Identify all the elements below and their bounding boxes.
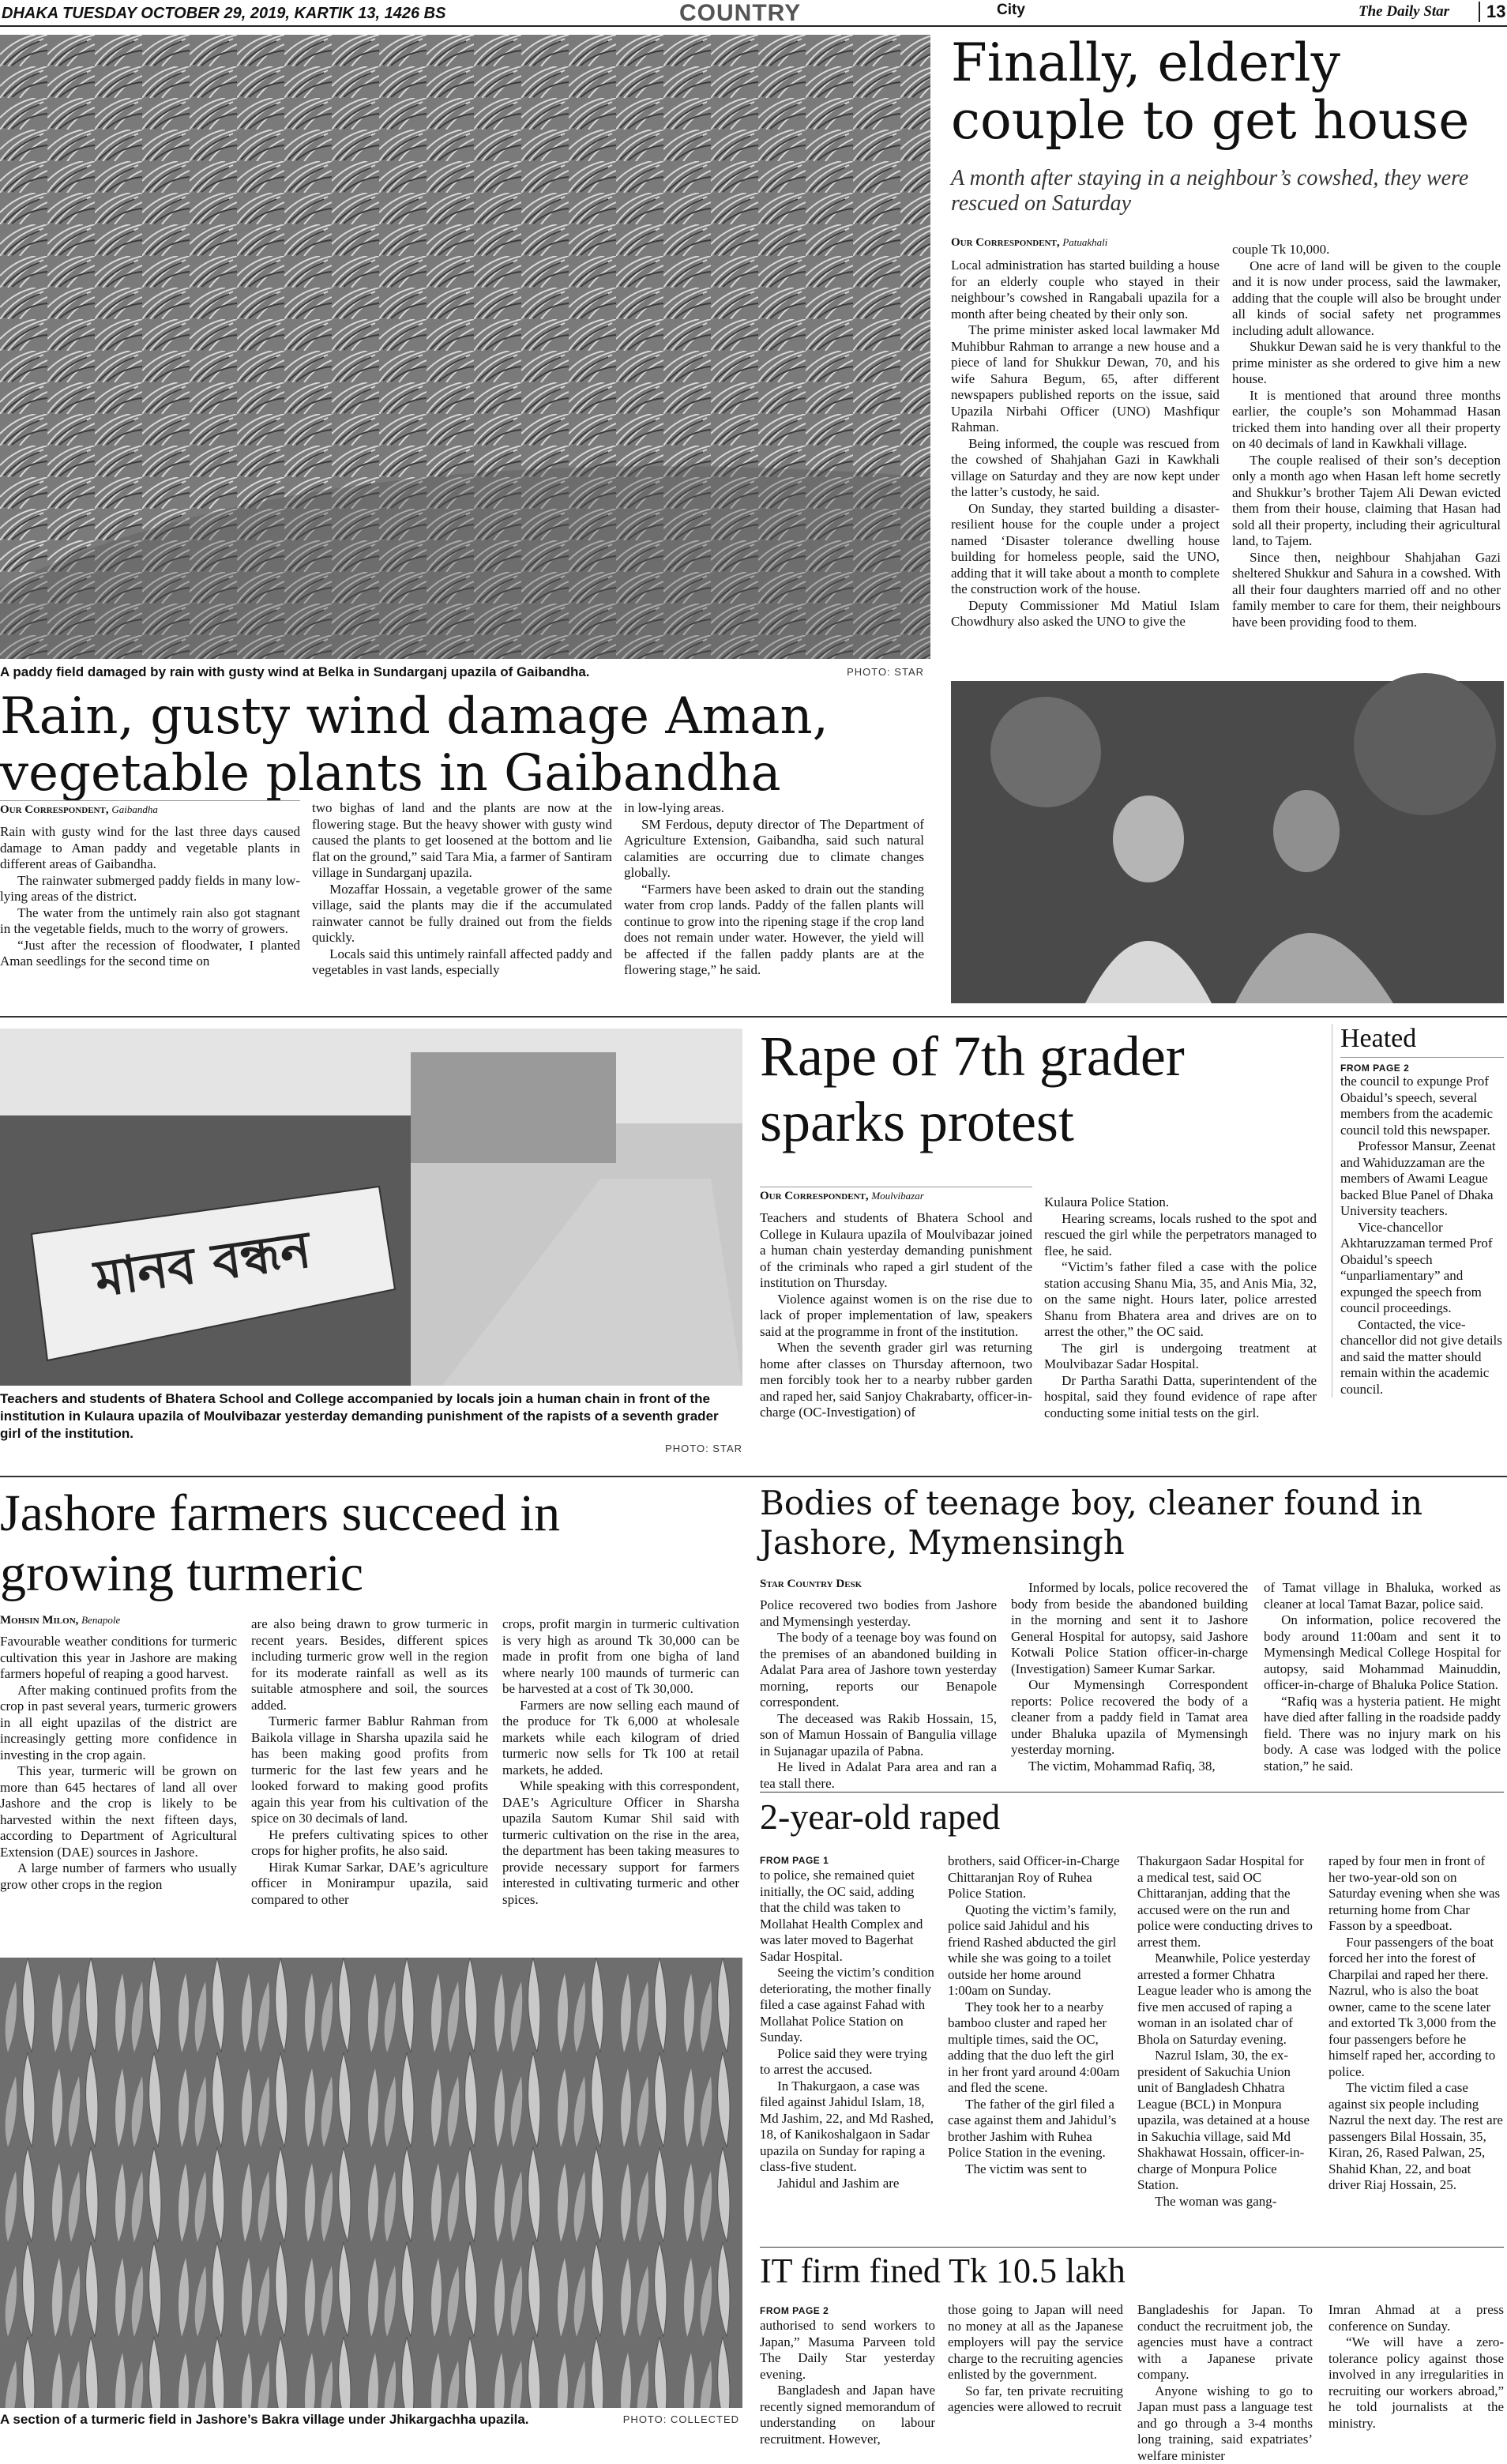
couple-photo-icon [951,681,1504,1003]
paragraph: He prefers cultivating spices to other crops for higher profits, he also said. [251,1827,488,1860]
paragraph: They took her to a nearby bamboo cluster and raped her multiple times, said the OC, adding that the duo left the girl in her front yard around 4:00am and fled the scene. [948,1999,1123,2097]
paragraph: two bighas of land and the plants are now at the flowering stage. But the heavy shower with gusty wind caused the plants to get loosened at the bottom and lie flat on the ground,” said Tara Mia, a farmer of Santiram village in Sundarganj upazila. [312,800,612,882]
paragraph: The woman was gang- [1137,2194,1313,2210]
paragraph: Local administration has started building a house for an elderly couple who stayed in their neighbour’s cowshed in Rangabali upazila for a month after being cheated by their only son. [951,258,1220,322]
paragraph: the council to expunge Prof Obaidul’s speech, several members from the academic council told this newspaper. [1340,1074,1504,1138]
paragraph: In Thakurgaon, a case was filed against Jahidul Islam, 18, Md Jashim, 22, and Md Rashed, 18, of Kanikoshalgaon in Sadar upazila on Sunday for raping a class-five student. [760,2078,935,2176]
paragraph: Meanwhile, Police yesterday arrested a former Chhatra League leader who is among the five men accused of raping a woman in an isolated char of Bhola on Saturday evening. [1137,1951,1313,2048]
paragraph: Kulaura Police Station. [1044,1194,1317,1211]
article-column-3 [502,1616,739,1908]
divider [760,1792,1504,1793]
byline-name: Our Correspondent, [951,236,1060,249]
paragraph: Shukkur Dewan said he is very thankful to the prime minister as she ordered to give him a new house. [1232,339,1501,388]
paragraph: Bangladesh and Japan have recently signed memorandum of understanding on labour recruitment. However, [760,2383,935,2447]
paragraph: Turmeric farmer Bablur Rahman from Baikola village in Sharsha upazila said he has been making good profits from turmeric for the last few years and he looked forward to making good profits again this year from his cultivation of the spice on 30 decimals of land. [251,1714,488,1827]
paragraph: raped by four men in front of her two-year-old son on Saturday evening when she was returning home from Char Fasson by a speedboat. [1328,1853,1504,1935]
byline-place: Patuakhali [1062,236,1107,248]
paragraph: authorised to send workers to Japan,” Masuma Parveen told The Daily Star yesterday evening. [760,2318,935,2383]
byline [0,1612,237,1627]
byline-name: Our Correspondent, [0,803,109,816]
article-column-4 [1328,1853,1504,2194]
masthead-date: DHAKA TUESDAY OCTOBER 29, 2019, KARTIK 13, 1426 BS [2,5,445,23]
paragraph: SM Ferdous, deputy director of The Department of Agriculture Extension, Gaibandha, said such natural calamities are occurring due to climate changes globally. [624,817,924,882]
paragraph: Police recovered two bodies from Jashore and Mymensingh yesterday. [760,1597,997,1630]
paragraph: On information, police recovered the body around 11:00am and sent it to Mymensingh Medical College Hospital for autopsy, said Mohammad Mainuddin, officer-in-charge of Bhaluka Police Station. [1264,1612,1501,1694]
subheadline: A month after staying in a neighbour’s cowshed, they were rescued on Saturday [951,166,1504,216]
byline-place: Benapole [81,1614,120,1626]
article-column-3 [1137,1853,1313,2210]
paragraph: in low-lying areas. [624,800,924,817]
paragraph: “Rafiq was a hysteria patient. He might have died after falling in the roadside paddy field. There was no injury mark on his body. A case was lodged with the police station,” he said. [1264,1694,1501,1775]
paddy-field-photo [0,35,930,659]
byline-name: Star Country Desk [760,1578,862,1590]
paragraph: Mozaffar Hossain, a vegetable grower of the same village, said the plants may die if the accumulated rainwater cannot be fully drained out from the fields quickly. [312,882,612,946]
paragraph: Vice-chancellor Akhtaruzzaman termed Prof Obaidul’s speech “unparliamentary” and expunged the speech from council proceedings. [1340,1220,1504,1317]
paragraph: The father of the girl filed a case against them and Jahidul’s brother Jashim with Ruhea Police Station in the evening. [948,2097,1123,2161]
photo-credit: PHOTO: COLLECTED [600,2413,739,2425]
article-column-2 [251,1616,488,1908]
masthead [0,0,1507,27]
article-column-3 [1264,1580,1501,1774]
paragraph: Favourable weather conditions for turmeric cultivation this year in Jashore are making farmers hopeful of reaping a good harvest. [0,1634,237,1683]
article-column-2 [1011,1580,1248,1774]
headline: 2-year-old raped [760,1796,1471,1838]
paragraph: Imran Ahmad at a press conference on Sunday. [1328,2302,1504,2334]
paragraph: The girl is undergoing treatment at Moulvibazar Sadar Hospital. [1044,1341,1317,1373]
headline: Rape of 7th grader sparks protest [760,1024,1313,1155]
paragraph: Dr Partha Sarathi Datta, superintendent of the hospital, said they found evidence of rape after conducting some initial tests on the girl. [1044,1373,1317,1422]
paragraph: When the seventh grader girl was returning home after classes on Thursday afternoon, two men forcibly took her to a nearby rubber garden and raped her, said Sanjoy Chakrabarty, officer-in-charge (OC-Investigation) of [760,1340,1032,1421]
paragraph: The victim was sent to [948,2161,1123,2178]
paragraph: “We will have a zero-tolerance policy against those involved in any irregularities in recruiting our workers abroad,” he told journalists at the ministry. [1328,2334,1504,2432]
protest-photo-icon [0,1029,742,1386]
article-column-2 [1044,1194,1317,1421]
divider [760,2247,1504,2248]
from-page-label: FROM PAGE 2 [760,2305,829,2316]
paragraph: Thakurgaon Sadar Hospital for a medical test, said OC Chittaranjan, adding that the accused were on the run and police were conducting drives to arrest them. [1137,1853,1313,1951]
article-column-4 [1328,2302,1504,2432]
turmeric-field-photo [0,1958,742,2408]
paragraph: Rain with gusty wind for the last three days caused damage to Aman paddy and vegetable plants in different areas of Gaibandha. [0,824,300,873]
from-page-label: FROM PAGE 2 [1340,1063,1504,1074]
paragraph: Being informed, the couple was rescued from the cowshed of Shahjahan Gazi in Kawkhali village on Saturday and they are now kept under the latter’s custody, he said. [951,436,1220,501]
paragraph: to police, she remained quiet initially, the OC said, adding that the child was taken to Mollahat Health Complex and was later moved to Bagerhat Sadar Hospital. [760,1868,935,1965]
headline: Bodies of teenage boy, cleaner found in Jashore, Mymensingh [760,1484,1502,1563]
headline: Finally, elderly couple to get house [951,35,1504,149]
grass-pattern-icon [0,35,930,659]
from-page-label: FROM PAGE 1 [760,1855,829,1866]
paragraph: Seeing the victim’s condition deteriorating, the mother finally filed a case against Fahad with Mollahat Police Station on Sunday. [760,1965,935,2046]
paragraph: The deceased was Rakib Hossain, 15, son of Mamun Hossain of Bangulia village in Sujanagar upazila of Pabna. [760,1711,997,1760]
paragraph: The body of a teenage boy was found on the premises of an abandoned building in Adalat Para area of Jashore town yesterday morning, reports our Benapole correspondent. [760,1630,997,1711]
paragraph: Deputy Commissioner Md Matiul Islam Chowdhury also asked the UNO to give the [951,598,1220,630]
photo-caption: Teachers and students of Bhatera School and College accompanied by locals join a human chain in front of the institution in Kulaura upazila of Moulvibazar yesterday demanding punishment of the rapists of a seventh grader girl of the institution. [0,1390,742,1443]
article-column-2 [312,800,612,979]
paragraph: It is mentioned that around three months earlier, the couple’s son Mohammad Hasan tricked them into handing over all their property on 40 decimals of land in Kawkhali village. [1232,388,1501,453]
article-column-1 [0,824,300,970]
paragraph: crops, profit margin in turmeric cultivation is very high as around Tk 30,000 can be made in profit from one bigha of land where nearly 100 maunds of turmeric can be harvested at a cost of Tk 30,000. [502,1616,739,1698]
article-column-1 [0,1634,237,1893]
article-column-1 [760,1868,935,2191]
article-column-1 [951,258,1220,630]
elderly-couple-photo [951,681,1504,1003]
byline-name: Our Correspondent, [760,1190,869,1202]
byline-place: Gaibandha [111,803,158,815]
paragraph: Since then, neighbour Shahjahan Gazi sheltered Shukkur and Sahura in a cowshed. With all their four daughters married off and no other family member to care for them, their neighbours have been providing food to them. [1232,550,1501,631]
paragraph: The couple realised of their son’s deception only a month ago when Hasan left home secretly and Shukkur’s brother Tajem Ali Dewan evicted them from their house, claiming that Hasan had sold all their property, including their agricultural land, to Tajem. [1232,453,1501,550]
banner-text: মানব বন্ধন [90,1211,317,1325]
paragraph: Locals said this untimely rainfall affected paddy and vegetables in vast lands, especially [312,946,612,979]
paragraph: are also being drawn to grow turmeric in recent years. Besides, different spices including turmeric grow well in the region for its moderate rainfall as well as its suitable atmosphere and soil, the sources added. [251,1616,488,1714]
paragraph: This year, turmeric will be grown on more than 645 hectares of land all over Jashore and the crop is likely to be harvested within the next fifteen days, according to Department of Agricultural Extension (DAE) sources in Jashore. [0,1763,237,1860]
paragraph: Jahidul and Jashim are [760,2176,935,2192]
paragraph: Bangladeshis for Japan. To conduct the recruitment job, the agencies must have a contract with a Japanese private company. [1137,2302,1313,2383]
paragraph: Contacted, the vice-chancellor did not give details and said the matter should remain within the academic council. [1340,1317,1504,1398]
article-column-1 [760,1210,1032,1421]
section-name: COUNTRY [679,0,801,27]
headline: Jashore farmers succeed in growing turmeric [0,1484,742,1604]
paragraph: Hirak Kumar Sarkar, DAE’s agriculture officer in Monirampur upazila, said compared to other [251,1860,488,1909]
paragraph: While speaking with this correspondent, DAE’s Agriculture Officer in Sharsha upazila Sautom Kumar Shil said with turmeric cultivation on the rise in the area, the department has been taking measures to provide necessary support for farmers interested in cultivating turmeric and other spices. [502,1778,739,1908]
paragraph: After making continued profits from the crop in past several years, turmeric growers in all eight upazilas of the district are increasingly getting more confidence in investing in the crop again. [0,1683,237,1764]
article-column-2 [948,2302,1123,2416]
paper-name: The Daily Star [1359,3,1449,21]
byline [0,800,300,817]
paragraph: Nazrul Islam, 30, the ex-president of Sakuchia Union unit of Bangladesh Chhatra League (BCL) in Monpura upazila, was detained at a house in Sakuchia village, said Md Shakhawat Hossain, officer-in-charge of Monpura Police Station. [1137,2048,1313,2194]
divider [0,1476,1507,1477]
paragraph: Anyone wishing to go to Japan must pass a language test and go through a 3-4 months long training, said expatriates’ welfare minister [1137,2383,1313,2464]
paragraph: Teachers and students of Bhatera School and College in Kulaura upazila of Moulvibazar joined a human chain yesterday demanding punishment of the criminals who raped a girl student of the institution on Thursday. [760,1210,1032,1292]
paragraph: The water from the untimely rain also got stagnant in the vegetable fields, much to the worry of growers. [0,905,300,938]
paragraph: He lived in Adalat Para area and ran a tea stall there. [760,1759,997,1792]
article-column-1 [760,1597,997,1792]
paragraph: Police said they were trying to arrest the accused. [760,2046,935,2078]
photo-caption: A section of a turmeric field in Jashore’s Bakra village under Jhikargachha upazila. [0,2411,600,2428]
paragraph: of Tamat village in Bhaluka, worked as cleaner at local Tamat Bazar, police said. [1264,1580,1501,1612]
paragraph: Hearing screams, locals rushed to the spot and rescued the girl while the perpetrators managed to flee, he said. [1044,1211,1317,1260]
article-column-2 [1232,242,1501,630]
turmeric-leaves-icon [0,1958,742,2408]
photo-credit: PHOTO: STAR [600,1443,742,1454]
paragraph: Farmers are now selling each maund of the produce for Tk 6,000 at wholesale markets while each kilogram of dried turmeric now sells for Tk 100 at retail markets, he added. [502,1698,739,1779]
paragraph: The victim, Mohammad Rafiq, 38, [1011,1759,1248,1775]
divider [0,1016,1507,1018]
paragraph: Professor Mansur, Zeenat and Wahiduzzaman are the members of Awami League backed Blue Panel of Dhaka University teachers. [1340,1138,1504,1220]
photo-credit: PHOTO: STAR [790,666,924,678]
heated-sidebar [1332,1024,1504,1398]
headline: Heated [1340,1024,1504,1058]
paragraph: those going to Japan will need no money at all as the Japanese employers will pay the service charge to the recruiting agencies enlisted by the government. [948,2302,1123,2383]
paragraph: Violence against women is on the rise due to lack of proper implementation of law, speakers said at the programme in front of the institution. [760,1292,1032,1341]
page-number: 13 [1479,2,1505,22]
paragraph: The prime minister asked local lawmaker Md Muhibbur Rahman to arrange a new house and a piece of land for Shukkur Dewan, 70, and his wife Sahura Begum, 65, after different newspapers published reports on the issue, said Upazila Nirbahi Officer (UNO) Mashfiqur Rahman. [951,322,1220,436]
paragraph: “Just after the recession of floodwater, I planted Aman seedlings for the second time on [0,938,300,970]
paragraph: So far, ten private recruiting agencies were allowed to recruit [948,2383,1123,2416]
paragraph: On Sunday, they started building a disaster-resilient house for the couple under a project named ‘Disaster tolerance dwelling house building for homeless people, said the UNO, adding that it will take about a month to complete the construction work of the house. [951,501,1220,598]
paragraph: “Farmers have been asked to drain out the standing water from crop lands. Paddy of the fallen plants will continue to grow into the ripening stage if the crop land does not remain under water. However, the yield will be affected if the fallen paddy plants are at the flowering stage,” he said. [624,882,924,979]
byline [951,234,1220,250]
article-column-1 [760,2318,935,2447]
paragraph: Informed by locals, police recovered the body from beside the abandoned building in the morning and sent it to Jashore General Hospital for autopsy, said Jashore Kotwali Police Station officer-in-charge (Investigation) Sameer Kumar Sarkar. [1011,1580,1248,1677]
article-column [1340,1074,1504,1398]
article-column-3 [1137,2302,1313,2464]
byline-place: Moulvibazar [871,1190,923,1202]
paragraph: Our Mymensingh Correspondent reports: Police recovered the body of a cleaner from a paddy field in Tamat area under Bhaluka upazila of Mymensingh yesterday morning. [1011,1677,1248,1759]
paragraph: One acre of land will be given to the couple and it is now under process, said the lawmaker, adding that the couple will also be brought under all kinds of social safety net programmes including adult allowance. [1232,258,1501,340]
article-column-3 [624,800,924,979]
human-chain-photo [0,1029,742,1386]
paragraph: “Victim’s father filed a case with the police station accusing Shanu Mia, 35, and Anis Mia, 32, on the same night. Hours later, police arrested Shanu from Bhatera area and drives are on to arrest the other,” the OC said. [1044,1259,1317,1341]
byline [760,1575,997,1591]
paragraph: brothers, said Officer-in-Charge Chittaranjan Roy of Ruhea Police Station. [948,1853,1123,1902]
city-label: City [997,2,1025,19]
paragraph: Four passengers of the boat forced her into the forest of Charpilai and raped her there. Nazrul, who is also the boat owner, came to the scene later and extorted Tk 3,000 from the four passengers before he himself raped her, according to police. [1328,1935,1504,2081]
headline: IT firm fined Tk 10.5 lakh [760,2251,1471,2290]
byline [760,1187,1032,1203]
byline-name: Mohsin Milon, [0,1614,78,1627]
paragraph: The rainwater submerged paddy fields in many low-lying areas of the district. [0,873,300,905]
paragraph: Quoting the victim’s family, police said Jahidul and his friend Rashed abducted the girl while she was going to a toilet outside her home around 1:00am on Sunday. [948,1902,1123,1999]
paragraph: couple Tk 10,000. [1232,242,1501,258]
headline: Rain, gusty wind damage Aman, vegetable plants in Gaibandha [0,689,930,802]
paragraph: A large number of farmers who usually grow other crops in the region [0,1860,237,1893]
paragraph: The victim filed a case against six people including Nazrul the next day. The rest are passengers Bilal Hossain, 35, Kiran, 26, Rased Palwan, 25, Shahid Khan, 22, and boat driver Riaj Hossain, 25. [1328,2080,1504,2194]
article-column-2 [948,1853,1123,2177]
photo-caption: A paddy field damaged by rain with gusty wind at Belka in Sundarganj upazila of Gaibandha. [0,664,790,681]
